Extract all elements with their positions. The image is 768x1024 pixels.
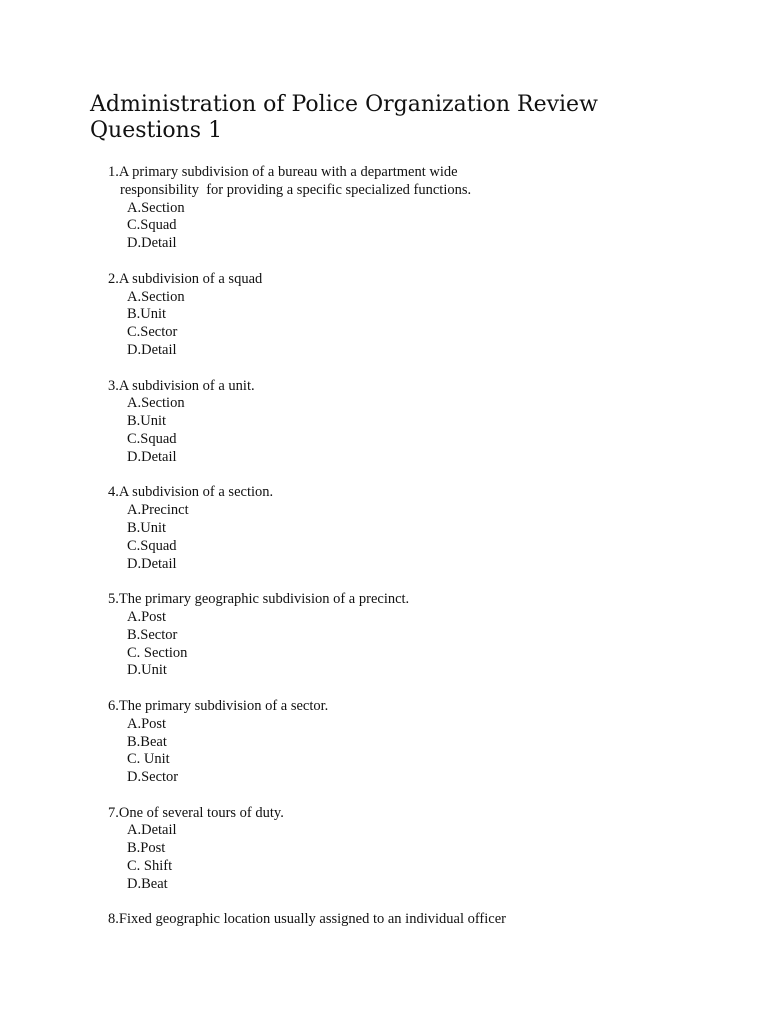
answer-option: D.Beat bbox=[127, 875, 168, 892]
answer-option: A.Section bbox=[127, 288, 185, 305]
answer-option: C. Section bbox=[127, 644, 188, 661]
answer-option: B.Sector bbox=[127, 626, 178, 643]
answer-option: B.Beat bbox=[127, 733, 167, 750]
question-4 bbox=[108, 484, 728, 573]
question-text: 3.A subdivision of a unit. bbox=[108, 377, 255, 394]
answer-option: A.Section bbox=[127, 395, 185, 412]
answer-option: D.Sector bbox=[127, 769, 179, 786]
answer-option: C. Unit bbox=[127, 751, 170, 768]
answer-option: A.Precinct bbox=[127, 502, 189, 519]
answer-option: C. Shift bbox=[127, 858, 173, 875]
answer-option: A.Detail bbox=[127, 822, 177, 839]
question-text: 1.A primary subdivision of a bureau with a department wide bbox=[108, 164, 458, 180]
answer-option: B.Post bbox=[127, 840, 166, 857]
answer-option: D.Detail bbox=[127, 235, 177, 252]
question-7 bbox=[108, 805, 728, 894]
answer-option: D.Unit bbox=[127, 662, 167, 679]
question-text: 8.Fixed geographic location usually assigned to an individual officer bbox=[108, 911, 506, 928]
title-line-2: Questions 1 bbox=[90, 118, 223, 143]
question-text: 4.A subdivision of a section. bbox=[108, 484, 274, 501]
question-1 bbox=[108, 164, 728, 253]
question-8 bbox=[108, 911, 728, 929]
answer-option: C.Squad bbox=[127, 430, 177, 447]
answer-options bbox=[108, 716, 728, 787]
answer-option: A.Post bbox=[127, 608, 167, 625]
question-text: 2.A subdivision of a squad bbox=[108, 270, 263, 287]
answer-option: B.Unit bbox=[127, 519, 167, 536]
question-2 bbox=[108, 271, 728, 360]
question-text: 7.One of several tours of duty. bbox=[108, 804, 284, 821]
question-list bbox=[108, 164, 728, 947]
answer-option: C.Sector bbox=[127, 324, 178, 341]
answer-option: D.Detail bbox=[127, 341, 177, 358]
answer-options bbox=[108, 822, 728, 893]
answer-option: B.Unit bbox=[127, 413, 167, 430]
question-5 bbox=[108, 591, 728, 680]
answer-options bbox=[108, 289, 728, 360]
answer-options bbox=[108, 609, 728, 680]
question-text: 5.The primary geographic subdivision of a precinct. bbox=[108, 591, 410, 608]
answer-options bbox=[108, 200, 728, 253]
answer-option: A.Section bbox=[127, 199, 185, 216]
answer-option: C.Squad bbox=[127, 217, 177, 234]
answer-option: D.Detail bbox=[127, 555, 177, 572]
answer-options bbox=[108, 502, 728, 573]
question-text: 6.The primary subdivision of a sector. bbox=[108, 697, 329, 714]
question-6 bbox=[108, 698, 728, 787]
answer-option: A.Post bbox=[127, 715, 167, 732]
title-line-1: Administration of Police Organization Review bbox=[90, 92, 598, 117]
question-3 bbox=[108, 378, 728, 467]
question-text-continued: responsibility for providing a specific specialized functions. bbox=[120, 181, 472, 198]
answer-option: C.Squad bbox=[127, 537, 177, 554]
answer-option: B.Unit bbox=[127, 306, 167, 323]
document-title bbox=[90, 92, 690, 144]
answer-options bbox=[108, 395, 728, 466]
answer-option: D.Detail bbox=[127, 448, 177, 465]
